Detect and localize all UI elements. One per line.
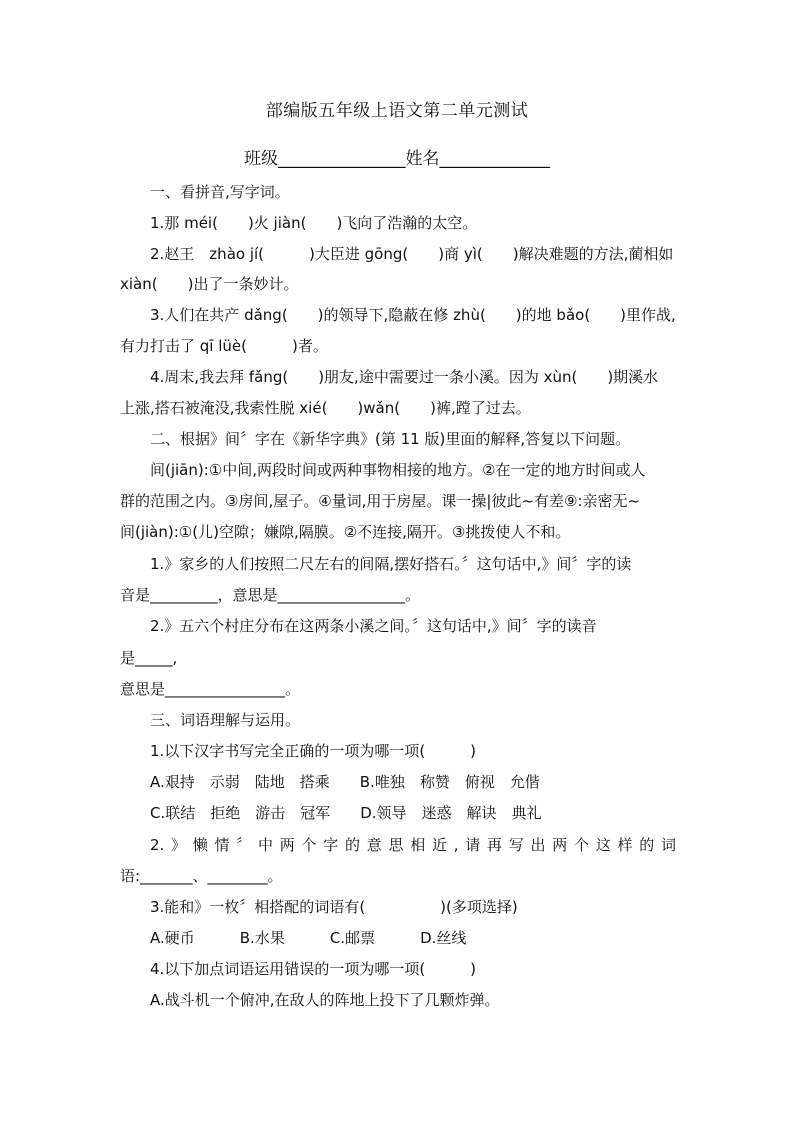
option-line: A.艰持 示弱 陆地 搭乘 B.唯独 称赞 俯视 允偕 [150, 773, 540, 791]
question-line: 是_____, [120, 649, 178, 667]
question-line: 1.以下汉字书写完全正确的一项为哪一项( ) [150, 742, 477, 760]
question-line: 2.》五六个村庄分布在这两条小溪之间。〞这句话中,》间〞字的读音 [150, 617, 597, 635]
section-2-heading: 二、根据》间〞字在《新华字典》(第 11 版)里面的解释,答复以下问题。 [150, 430, 631, 448]
question-line: xiàn( )出了一条妙计。 [120, 275, 299, 293]
question-line: 1.》家乡的人们按照二尺左右的间隔,摆好搭石。〞这句话中,》间〞字的读 [150, 555, 632, 573]
option-line: C.联结 拒绝 游击 冠军 D.领导 迷惑 解诀 典礼 [150, 804, 542, 822]
question-line: 语:_______、________。 [120, 867, 283, 885]
question-line: 4.以下加点词语运用错误的一项为哪一项( ) [150, 960, 477, 978]
question-line: 上涨,搭石被淹没,我索性脱 xié( )wǎn( )裤,蹚了过去。 [120, 399, 531, 417]
question-line: 3.能和》一枚〞相搭配的词语有( )(多项选择) [150, 898, 518, 916]
option-line: A.硬币 B.水果 C.邮票 D.丝线 [150, 929, 467, 947]
question-line: 音是_________，意思是_________________。 [120, 586, 421, 604]
dictionary-entry-line: 间(jiān):①中间,两段时间或两种事物相接的地方。②在一定的地方时间或人 [150, 461, 646, 479]
dictionary-entry-line: 间(jiàn):①(儿)空隙；嫌隙,隔膜。②不连接,隔开。③挑拨使人不和。 [120, 523, 571, 541]
question-line: 1.那 méi( )火 jiàn( )飞向了浩瀚的太空。 [150, 214, 478, 232]
class-name-line: 班级_______________姓名_____________ [244, 149, 550, 169]
section-3-heading: 三、词语理解与运用。 [150, 711, 301, 729]
question-line: 4.周末,我去拜 fǎng( )朋友,途中需要过一条小溪。因为 xùn( )期溪水 [150, 368, 659, 386]
question-line: 意思是________________。 [120, 680, 301, 698]
section-1-heading: 一、看拼音,写字词。 [150, 183, 290, 201]
document-title: 部编版五年级上语文第二单元测试 [265, 101, 529, 121]
question-line: 2.赵王 zhào jí( )大臣进 gōng( )商 yì( )解决难题的方法,蔺相如 [150, 245, 674, 263]
option-line: A.战斗机一个俯冲,在敌人的阵地上投下了几颗炸弹。 [150, 991, 500, 1009]
question-line: 有力打击了 qī lüè( )者。 [120, 337, 328, 355]
question-line: 3.人们在共产 dǎng( )的领导下,隐蔽在修 zhù( )的地 bǎo( )里作战, [150, 306, 676, 324]
dictionary-entry-line: 群的范围之内。③房间,屋子。④量词,用于房屋。课一操|彼此~有差⑨:亲密无~ [120, 492, 641, 510]
question-line: 2.》懒情〞中两个字的意思相近,请再写出两个这样的词 [150, 836, 676, 854]
